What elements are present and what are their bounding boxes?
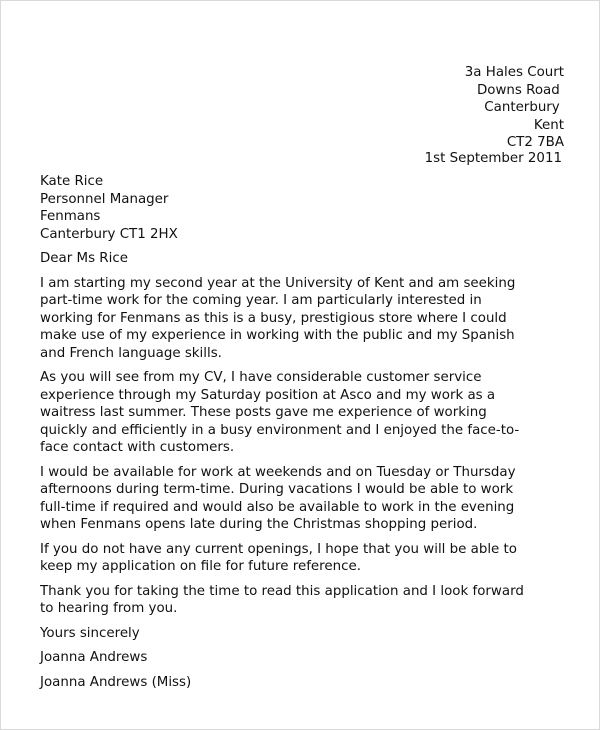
- salutation: Dear Ms Rice: [40, 251, 128, 266]
- recipient-city-postcode: Canterbury CT1 2HX: [40, 226, 178, 242]
- letter-body: [40, 173, 570, 691]
- signature: Joanna Andrews: [40, 650, 148, 665]
- text-line: face contact with customers.: [40, 440, 235, 455]
- paragraph-thanks: [40, 583, 570, 618]
- text-line: waitress last summer. These posts gave me experience of working: [40, 405, 487, 420]
- text-line: As you will see from my CV, I have considerable customer service: [40, 370, 482, 385]
- text-line: make use of my experience in working with the public and my Spanish: [40, 328, 515, 343]
- text-line: working for Fenmans as this is a busy, prestigious store where I could: [40, 310, 507, 326]
- text-line: I would be available for work at weekends and on Tuesday or Thursday: [40, 464, 516, 480]
- text-line: quickly and efficiently in a busy environment and I enjoyed the face-to-: [40, 422, 520, 438]
- text-line: Thank you for taking the time to read this application and I look forward: [40, 583, 524, 599]
- sender-address-line: Kent: [533, 117, 564, 133]
- text-line: and French language skills.: [40, 345, 222, 361]
- printed-name: Joanna Andrews (Miss): [40, 674, 192, 690]
- recipient-name: Kate Rice: [40, 174, 104, 189]
- text-line: If you do not have any current openings, I hope that you will be able to: [40, 541, 517, 557]
- paragraph-intro: [40, 275, 570, 363]
- sender-address-line: CT2 7BA: [506, 135, 564, 150]
- recipient-address: [40, 173, 570, 243]
- recipient-title: Personnel Manager: [40, 191, 169, 207]
- closing: Yours sincerely: [40, 625, 140, 641]
- text-line: when Fenmans opens late during the Christmas shopping period.: [40, 517, 478, 532]
- text-line: afternoons during term-time. During vacations I would be able to work: [40, 482, 514, 497]
- sender-address-line: 3a Hales Court: [464, 65, 564, 80]
- paragraph-experience: [40, 369, 570, 457]
- recipient-company: Fenmans: [40, 209, 101, 224]
- text-line: full-time if required and would also be available to work in the evening: [40, 499, 515, 515]
- sender-address-line: Canterbury: [484, 100, 564, 115]
- text-line: keep my application on file for future reference.: [40, 559, 361, 574]
- text-line: to hearing from you.: [40, 601, 178, 616]
- text-line: part-time work for the coming year. I am particularly interested in: [40, 293, 482, 308]
- sender-address-line: Downs Road: [476, 82, 564, 98]
- text-line: experience through my Saturday position at Asco and my work as a: [40, 387, 496, 403]
- sender-address: [465, 64, 564, 152]
- paragraph-availability: [40, 464, 570, 534]
- letter-date: 1st September 2011: [424, 151, 562, 166]
- text-line: I am starting my second year at the University of Kent and am seeking: [40, 275, 516, 291]
- paragraph-openings: [40, 541, 570, 576]
